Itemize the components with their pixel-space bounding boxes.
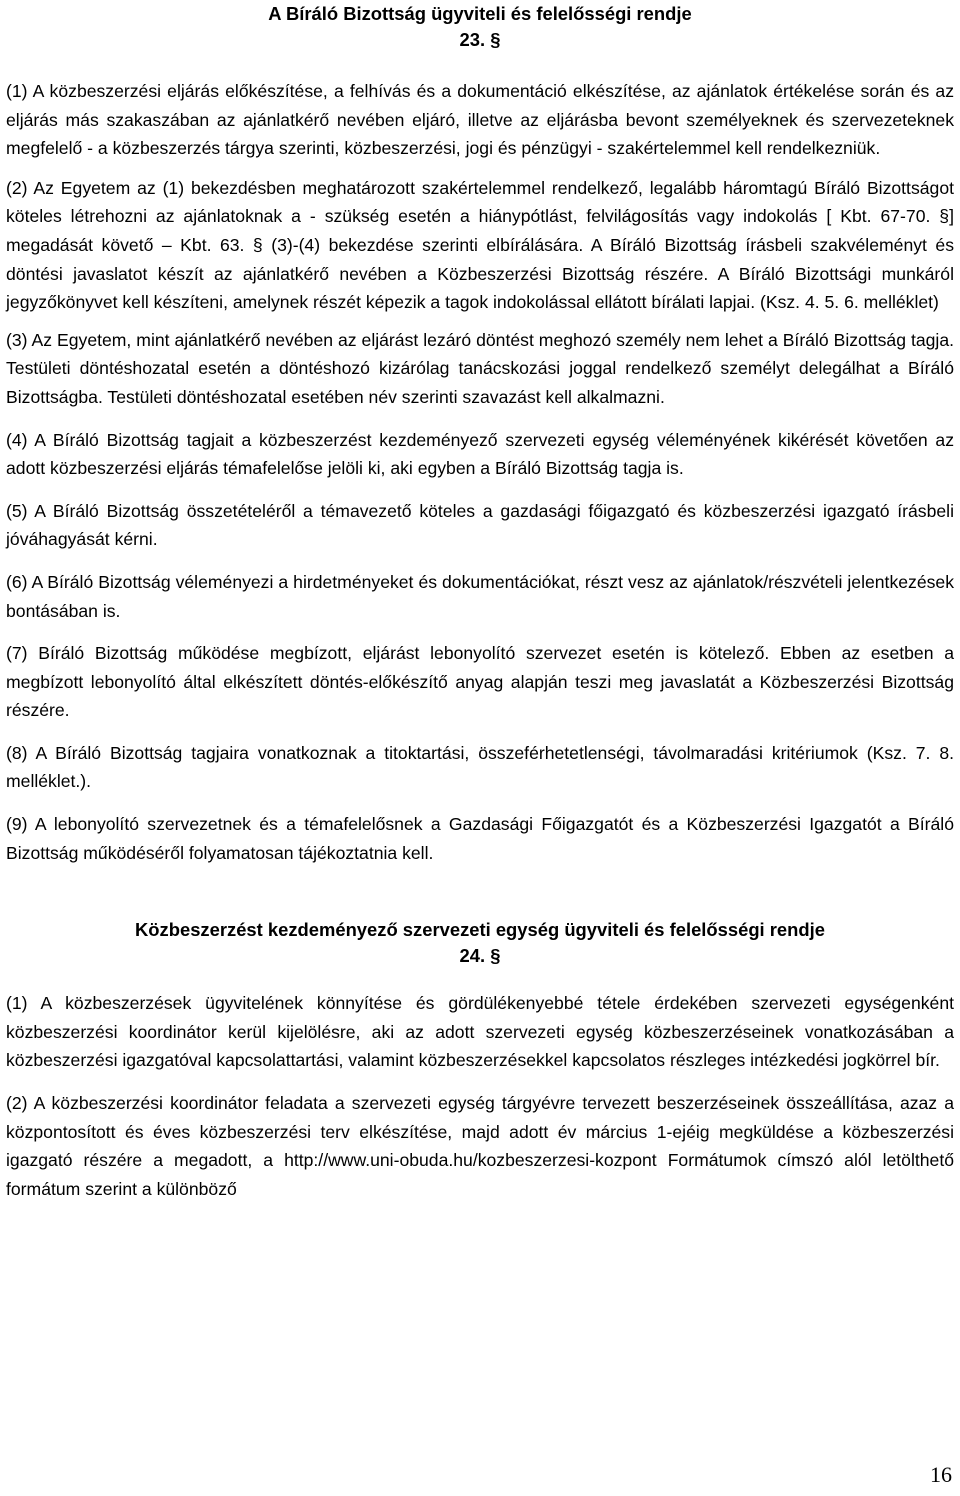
section-24-number: 24. § xyxy=(459,945,501,967)
section-spacer xyxy=(6,867,954,917)
section-23-paragraph-9: (9) A lebonyolító szervezetnek és a témafelelősnek a Gazdasági Főigazgatót és a Közbeszerzési Igazgatót a Bíráló Bizottság működéséről folyamatosan tájékoztatnia kell. xyxy=(6,814,954,863)
section-23-paragraph-5: (5) A Bíráló Bizottság összetételéről a témavezető köteles a gazdasági főigazgató és közbeszerzési igazgató írásbeli jóváhagyását kérni. xyxy=(6,500,954,550)
section-23-paragraph-8: (8) A Bíráló Bizottság tagjaira vonatkoznak a titoktartási, összeférhetetlenségi, távolmaradási kritériumok (Ksz. 7. 8. melléklet.). xyxy=(6,742,954,792)
section-23-title: A Bíráló Bizottság ügyviteli és felelősségi rendje xyxy=(268,3,692,24)
section-24-paragraph-1: (1) A közbeszerzések ügyvitelének könnyítése és gördülékenyebbé tétele érdekében szervezeti egységenként közbeszerzési koordinátor kerül kijelölésre, aki az adott szervezeti egység közbeszerzéseinek vonatkozásában a közbeszerzési igazgatóval kapcsolattartási, valamint közbeszerzésekkel kapcsolatos részleges intézkedési jogkörrel bír. xyxy=(6,993,954,1071)
section-23-number: 23. § xyxy=(459,29,501,50)
page-number: 16 xyxy=(930,1462,952,1487)
section-24-paragraph-2: (2) A közbeszerzési koordinátor feladata a szervezeti egység tárgyévre tervezett beszerzéseinek összeállítása, azaz a központosított és éves közbeszerzési terv elkészítése, majd adott év március 1-ejéig megküldése a közbeszerzési igazgató részére a megadott, a http://www.uni-obuda.hu/kozbeszerzesi-kozpont Formátumok címszó alól letölthető formátum szerint a különböző xyxy=(6,1093,954,1199)
section-23-paragraph-3: (3) Az Egyetem, mint ajánlatkérő nevében az eljárást lezáró döntést meghozó személy nem lehet a Bíráló Bizottság tagja. Testületi döntéshozatal esetén a döntéshozó kizárólag tanácskozási joggal rendelkező személyt delegálhat a Bíráló Bizottságba. Testületi döntéshozatal esetében név szerinti szavazást kell alkalmazni. xyxy=(6,329,954,407)
section-23-paragraph-1: (1) A közbeszerzési eljárás előkészítése, a felhívás és a dokumentáció elkészítése, az ajánlatok értékelése során és az eljárás más szakaszában az ajánlatkérő nevében eljáró, illetve az eljárásba bevont személyeknek és szervezeteknek megfelelő - a közbeszerzés tárgya szerinti, közbeszerzési, jogi és pénzügyi - szakértelemmel kell rendelkezniük. xyxy=(6,81,954,159)
section-23-paragraph-7: (7) Bíráló Bizottság működése megbízott, eljárást lebonyolító szervezet esetén is kötelező. Ebben az esetben a megbízott lebonyolító által elkészített döntés-előkészítő anyag alapján teszi meg javaslatát a Közbeszerzési Bizottság részére. xyxy=(6,643,954,721)
section-23-paragraph-4: (4) A Bíráló Bizottság tagjait a közbeszerzést kezdeményező szervezeti egység véleményének kikérését követően az adott közbeszerzési eljárás témafelelőse jelöli ki, aki egyben a Bíráló Bizottság tagja is. xyxy=(6,429,954,479)
section-23-paragraph-6: (6) A Bíráló Bizottság véleményezi a hirdetményeket és dokumentációkat, részt vesz az ajánlatok/részvételi jelentkezések bontásában is. xyxy=(6,571,954,621)
section-24-title: Közbeszerzést kezdeményező szervezeti egység ügyviteli és felelősségi rendje xyxy=(135,919,825,941)
section-23-paragraph-2: (2) Az Egyetem az (1) bekezdésben meghatározott szakértelemmel rendelkező, legalább háromtagú Bíráló Bizottságot köteles létrehozni az ajánlatoknak a - szükség esetén a hiánypótlást, felvilágosítás vagy indokolás [ Kbt. 67-70. §] megadását követő – Kbt. 63. § (3)-(4) bekezdése szerinti elbírálására. A Bíráló Bizottság írásbeli szakvéleményt és döntési javaslatot készít az ajánlatkérő nevében a Közbeszerzési Bizottság részére. A Bíráló Bizottsági munkáról jegyzőkönyvet kell készíteni, amelynek részét képezik a tagok indokolással ellátott bírálati lapjai. (Ksz. 4. 5. 6. melléklet) xyxy=(6,177,954,313)
